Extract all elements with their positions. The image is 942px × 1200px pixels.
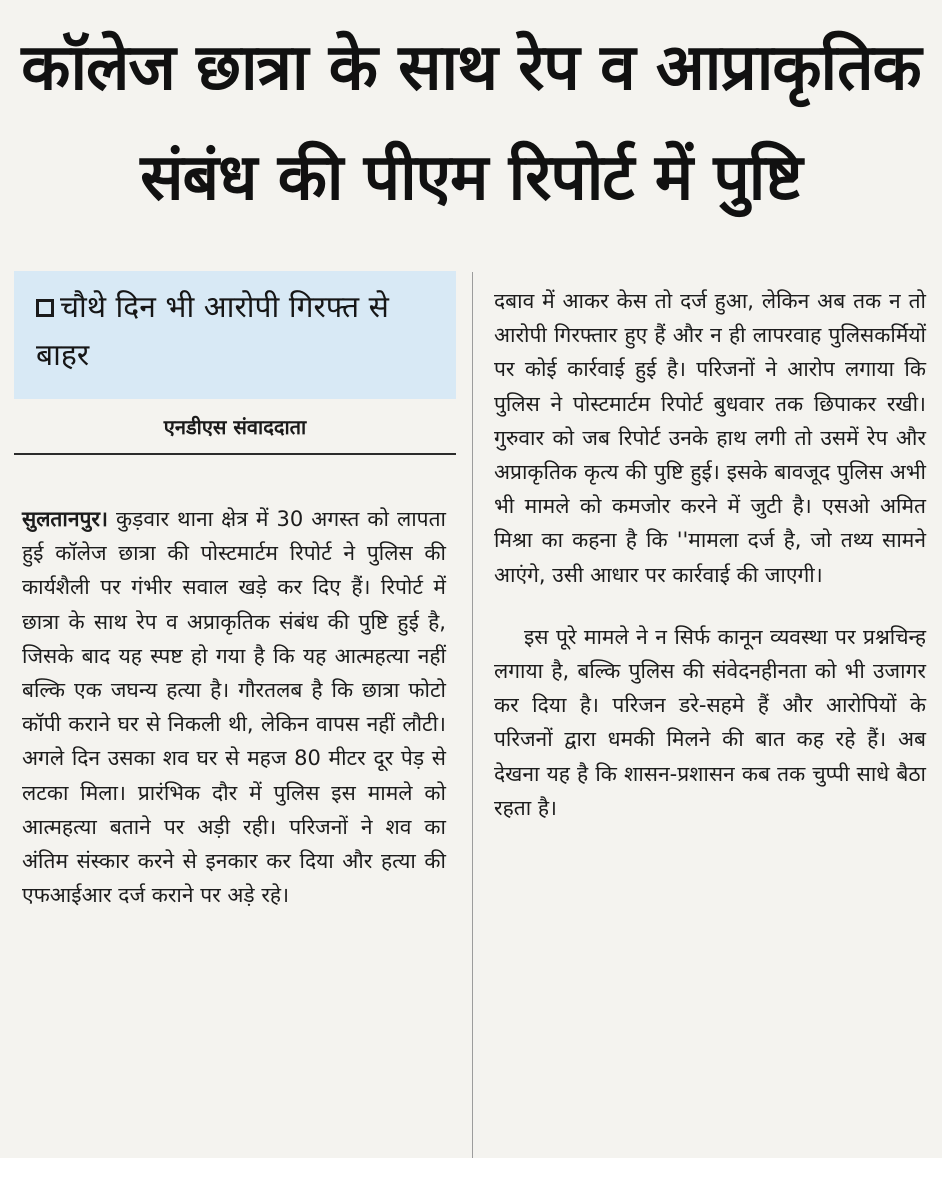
column-divider <box>472 272 473 1172</box>
dateline: सुलतानपुर। <box>22 507 108 531</box>
byline: एनडीएस संवाददाता <box>163 415 307 439</box>
subhead-text: चौथे दिन भी आरोपी गिरफ्त से बाहर <box>36 290 389 373</box>
subhead <box>36 284 446 380</box>
headline-line-2: संबंध की पीएम रिपोर्ट में पुष्टि <box>140 141 802 215</box>
column-2-paragraph-2: इस पूरे मामले ने न सिर्फ कानून व्यवस्था पर प्रश्नचिन्ह लगाया है, बल्कि पुलिस की संवेदनहीनता को भी उजागर कर दिया है। परिजन डरे-सहमे हैं और आरोपियों के परिजनों द्वारा धमकी मिलने की बात कह रहे हैं। अब देखना यह है कि शासन-प्रशासन कब तक चुप्पी साधे बैठा रहता है। <box>494 624 926 820</box>
headline <box>10 20 932 226</box>
byline-divider <box>14 453 456 455</box>
headline-line-1: कॉलेज छात्रा के साथ रेप व आप्राकृतिक <box>21 31 921 105</box>
column-1-text: कुड़वार थाना क्षेत्र में 30 अगस्त को लापता हुई कॉलेज छात्रा की पोस्टमार्टम रिपोर्ट ने पुलिस की कार्यशैली पर गंभीर सवाल खड़े कर दिए हैं। रिपोर्ट में छात्रा के साथ रेप व अप्राकृतिक संबंध की पुष्टि हुई है, जिसके बाद यह स्पष्ट हो गया है कि यह आत्महत्या नहीं बल्कि एक जघन्य हत्या है। गौरतलब है कि छात्रा फोटो कॉपी कराने घर से निकली थी, लेकिन वापस नहीं लौटी। अगले दिन उसका शव घर से महज 80 मीटर दूर पेड़ से लटका मिला। प्रारंभिक दौर में पुलिस इस मामले को आत्महत्या बताने पर अड़ी रही। परिजनों ने शव का अंतिम संस्कार करने से इनकार कर दिया और हत्या की एफआईआर दर्ज कराने पर अड़े रहे। <box>22 507 446 908</box>
article-paragraph <box>22 502 446 912</box>
article-column-2 <box>494 284 926 825</box>
column-2-paragraph-1: दबाव में आकर केस तो दर्ज हुआ, लेकिन अब तक न तो आरोपी गिरफ्तार हुए हैं और न ही लापरवाह पुलिसकर्मियों पर कोई कार्रवाई हुई है। परिजनों ने आरोप लगाया कि पुलिस ने पोस्टमार्टम रिपोर्ट बुधवार तक छिपाकर रखी। गुरुवार को जब रिपोर्ट उनके हाथ लगी तो उसमें रेप और अप्राकृतिक कृत्य की पुष्टि हुई। इसके बावजूद पुलिस अभी भी मामले को कमजोर करने में जुटी है। एसओ अमित मिश्रा का कहना है कि ''मामला दर्ज है, जो तथ्य सामने आएंगे, उसी आधार पर कार्रवाई की जाएगी। <box>494 289 926 587</box>
article-column-1 <box>22 502 446 912</box>
square-bullet-icon <box>36 299 54 317</box>
bottom-margin <box>0 1158 942 1200</box>
